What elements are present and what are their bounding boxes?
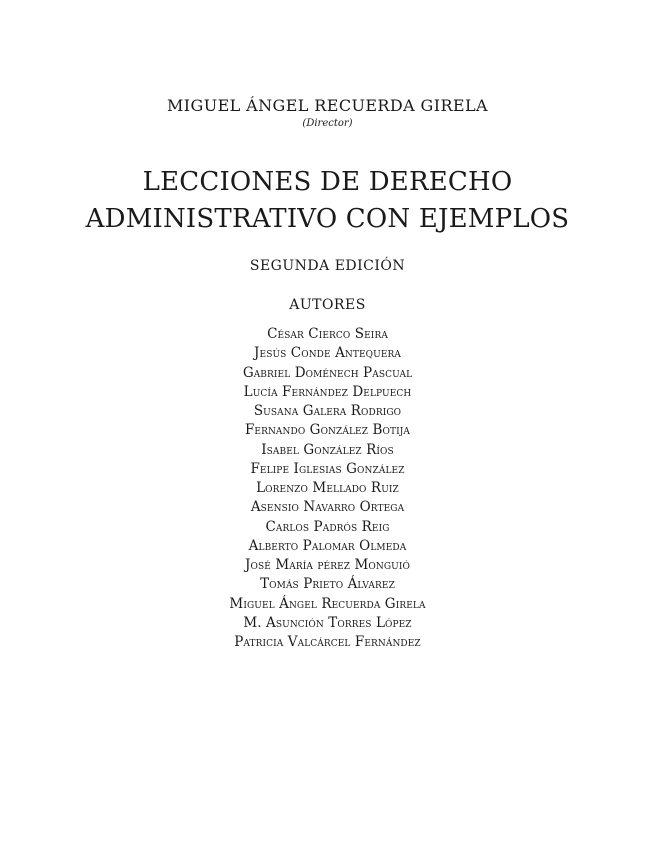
author-name: Tomás Prieto Álvarez <box>260 576 395 593</box>
author-name: Isabel González Ríos <box>261 441 394 458</box>
author-name: José María pérez Monguió <box>245 557 410 573</box>
author-name: Lucía Fernández Delpuech <box>243 383 412 400</box>
book-title-line-2: ADMINISTRATIVO CON EJEMPLOS <box>85 204 570 234</box>
author-name: Jesús Conde Antequera <box>254 345 401 362</box>
edition-label: SEGUNDA EDICIÓN <box>249 258 406 274</box>
authors-heading: AUTORES <box>289 297 366 313</box>
author-name: Patricia Valcárcel Fernández <box>234 634 421 650</box>
author-name: Lorenzo Mellado Ruiz <box>256 480 399 496</box>
director-role: (Director) <box>302 118 353 129</box>
author-name: M. Asunción Torres López <box>243 614 412 631</box>
authors-list <box>0 325 655 652</box>
author-name: Miguel Ángel Recuerda Girela <box>229 595 426 612</box>
book-title-line-1: LECCIONES DE DERECHO <box>142 167 513 197</box>
author-name: Fernando González Botija <box>244 422 411 439</box>
director-name: MIGUEL ÁNGEL RECUERDA GIRELA <box>167 96 488 115</box>
author-name: Carlos Padrós Reig <box>265 518 390 535</box>
author-name: Susana Galera Rodrigo <box>253 403 402 419</box>
author-name: César Cierco Seira <box>267 326 388 342</box>
author-name: Asensio Navarro Ortega <box>250 499 405 516</box>
author-name: Gabriel Doménech Pascual <box>242 364 413 381</box>
book-title <box>0 164 655 238</box>
author-name: Alberto Palomar Olmeda <box>248 537 407 554</box>
author-name: Felipe Iglesias González <box>250 460 405 477</box>
